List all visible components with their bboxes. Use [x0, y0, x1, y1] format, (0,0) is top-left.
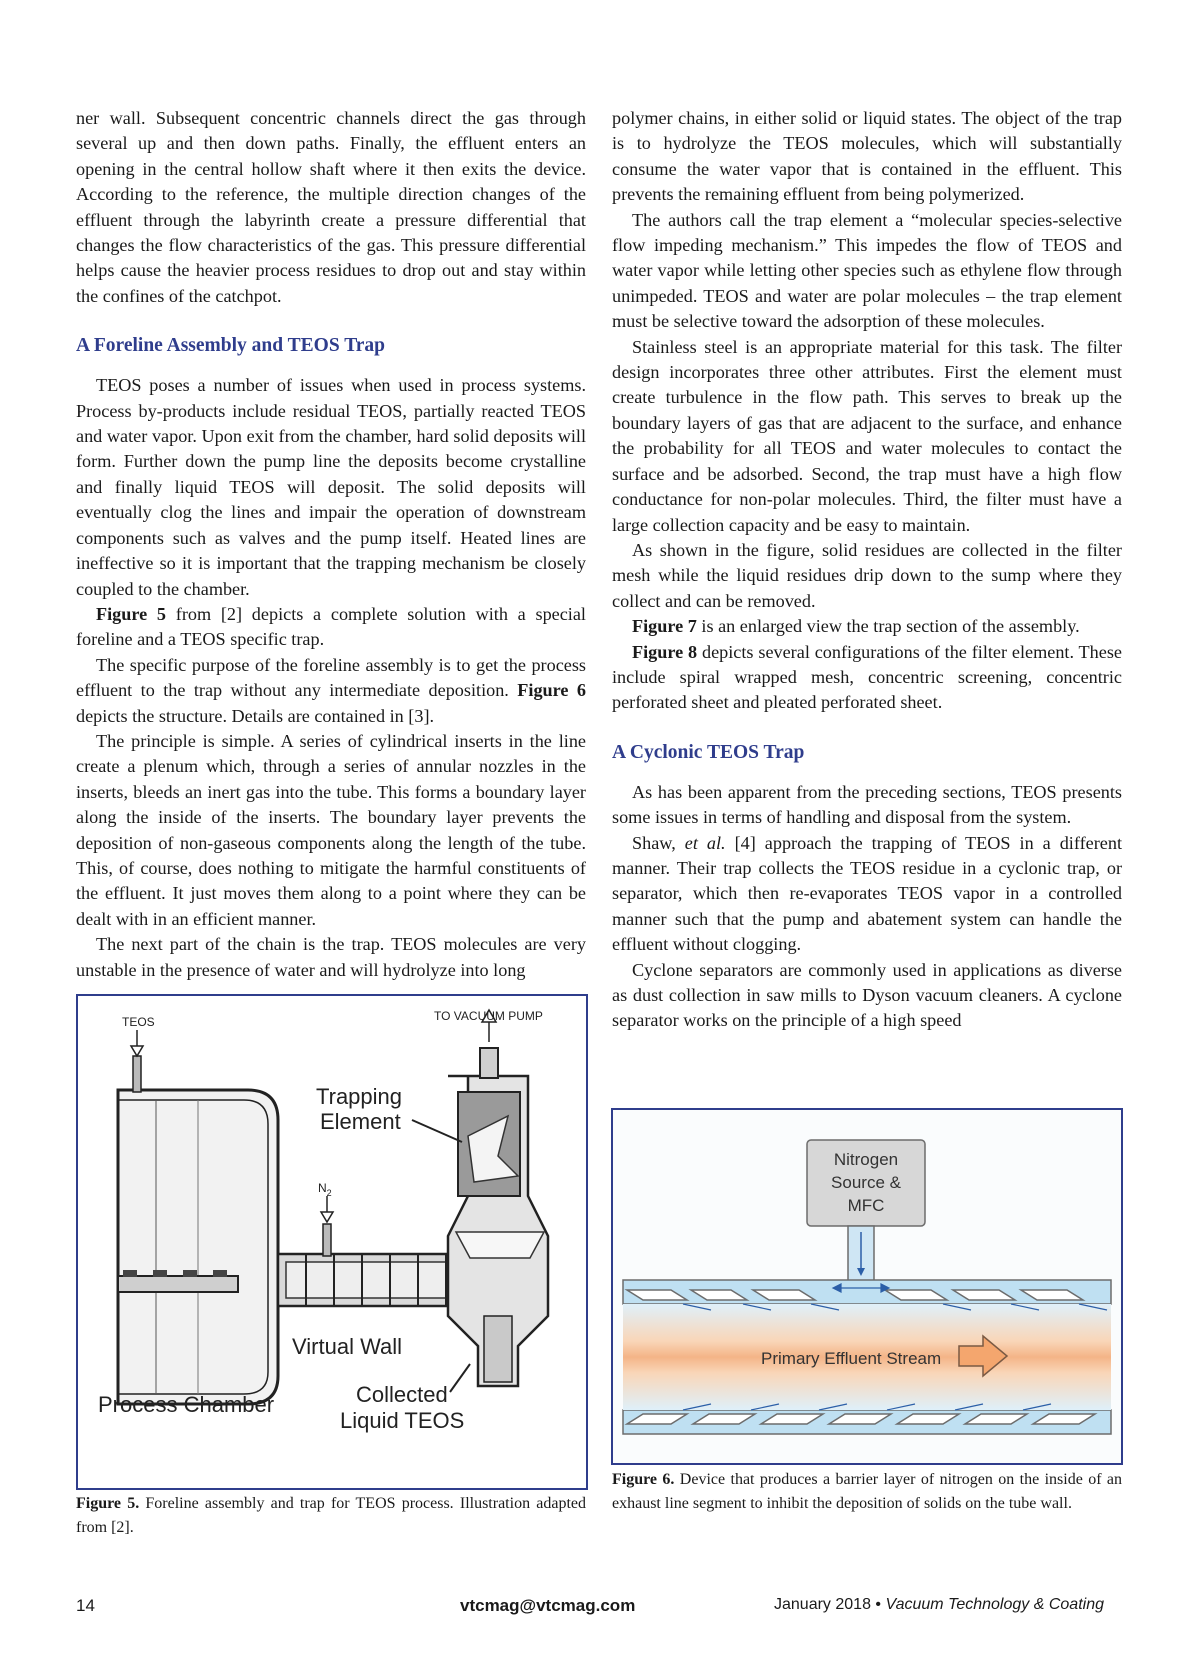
- label-trapping: Trapping: [316, 1084, 403, 1109]
- paragraph-text: Shaw,: [632, 832, 685, 853]
- paragraph-text: from [2] depicts a complete solution with a special foreline and a TEOS specific trap.: [76, 603, 586, 650]
- paragraph: The next part of the chain is the trap. TEOS molecules are very unstable in the presence of water and will hydrolyze into long: [76, 934, 586, 980]
- label-mfc: MFC: [847, 1196, 885, 1215]
- page-number: 14: [76, 1596, 95, 1615]
- figure-reference: Figure 7: [632, 616, 697, 637]
- trapping-element-leader: [412, 1120, 462, 1142]
- figure-reference: Figure 5: [96, 603, 167, 624]
- left-column: [76, 106, 586, 983]
- paragraph: As shown in the figure, solid residues are collected in the filter mesh while the liquid residues drip down to the sump where they collect and can be removed.: [612, 539, 1122, 611]
- paragraph: Stainless steel is an appropriate material for this task. The filter design incorporates three other attributes. First the element must create turbulence in the flow path. This serves to break up the boundary layers of gas that are adjacent to the surface, and enhance the probability for all TEOS and water molecules to contact the surface and be adsorbed. Second, the trap must have a high flow conductance for non-polar molecules. Third, the filter must have a large collection capacity and be easy to maintain.: [612, 336, 1122, 535]
- label-nitrogen: Nitrogen: [833, 1150, 899, 1169]
- n2-inlet-pipe: [323, 1224, 331, 1256]
- paragraph: Cyclone separators are commonly used in applications as diverse as dust collection in saw mills to Dyson vacuum cleaners. A cyclone separator works on the principle of a high speed: [612, 959, 1122, 1031]
- figure-6-caption: [612, 1468, 1122, 1516]
- caption-text: Device that produces a barrier layer of nitrogen on the inside of an exhaust line segment to inhibit the deposition of solids on the tube wall.: [612, 1471, 1123, 1512]
- label-n2: $N_2$: [318, 1181, 332, 1198]
- paragraph-text: depicts the structure. Details are contained in [3].: [76, 705, 435, 726]
- paragraph-text: is an enlarged view the trap section of the assembly.: [696, 616, 1080, 637]
- footer-email: vtcmag@vtcmag.com: [460, 1596, 636, 1615]
- paragraph: [612, 640, 1122, 716]
- footer-publication: Vacuum Technology & Coating: [885, 1596, 1104, 1613]
- footer-date: January 2018: [774, 1596, 871, 1613]
- figure-reference: Figure 8: [632, 641, 698, 662]
- paragraph: [76, 602, 586, 653]
- paragraph: The authors call the trap element a “molecular species-selective flow impeding mechanism.” This impedes the flow of TEOS and water vapor while letting other species such as ethylene flow through unimpeded. TEOS and water are polar molecules – the trap element must be selective toward the adsorption of these molecules.: [612, 209, 1122, 332]
- paragraph: [612, 614, 1122, 639]
- sump: [484, 1316, 512, 1382]
- figure-6: [611, 1108, 1123, 1465]
- paragraph-text-italic: et al.: [684, 832, 726, 853]
- paragraph-text: [4] approach the trapping of TEOS in a different manner. Their trap collects the TEOS residue in a cyclonic trap, or separator, which then re-evaporates TEOS vapor in a controlled manner such that the pump and abatement system can handle the effluent without clogging.: [612, 832, 1122, 955]
- paragraph-text: The specific purpose of the foreline assembly is to get the process effluent to the trap without any intermediate deposition.: [76, 654, 586, 701]
- label-teos: TEOS: [122, 1015, 155, 1029]
- figure-5-illustration: [78, 996, 586, 1488]
- chamber-shelf: [118, 1276, 238, 1292]
- paragraph: ner wall. Subsequent concentric channels direct the gas through several up and then down paths. Finally, the effluent enters an opening in the central hollow shaft where it then exits the device. According to the reference, the multiple direction changes of the effluent through the labyrinth create a pressure differential that changes the flow characteristics of the gas. This pressure differential helps cause the heavier process residues to drop out and stay within the confines of the catchpot.: [76, 108, 586, 306]
- paragraph: As has been apparent from the preceding sections, TEOS presents some issues in terms of handling and disposal from the system.: [612, 781, 1122, 828]
- label-primary-effluent-stream: Primary Effluent Stream: [761, 1349, 942, 1368]
- outlet-pipe: [480, 1048, 498, 1078]
- section-heading: A Foreline Assembly and TEOS Trap: [76, 335, 386, 357]
- figure-5-caption: [76, 1492, 586, 1540]
- paragraph-text: depicts several configurations of the filter element. These include spiral wrapped mesh, concentric screening, concentric perforated sheet and pleated perforated sheet.: [612, 641, 1122, 713]
- paragraph: polymer chains, in either solid or liquid states. The object of the trap is to hydrolyze the TEOS molecules, which will substantially consume the water vapor that is contained in the effluent. This prevents the remaining effluent from being polymerized.: [612, 108, 1122, 205]
- label-source: Source &: [831, 1173, 901, 1192]
- right-column: [612, 106, 1122, 1034]
- figure-reference: Figure 6: [517, 680, 586, 701]
- paragraph: [612, 831, 1122, 958]
- caption-text: Foreline assembly and trap for TEOS process. Illustration adapted from [2].: [76, 1495, 587, 1536]
- label-virtual-wall: Virtual Wall: [292, 1334, 403, 1359]
- label-liquid-teos: Liquid TEOS: [340, 1408, 465, 1433]
- footer-publication-line: [774, 1596, 1104, 1614]
- paragraph: [76, 653, 586, 729]
- caption-label: Figure 5.: [76, 1495, 140, 1512]
- figure-5: [76, 994, 588, 1490]
- figure-6-illustration: [613, 1110, 1121, 1463]
- paragraph: TEOS poses a number of issues when used in process systems. Process by-products include residual TEOS, partially reacted TEOS and water vapor. Upon exit from the chamber, hard solid deposits will form. Further down the pump line the deposits become crystalline and finally liquid TEOS will deposit. The solid deposits will eventually clog the lines and impair the operation of downstream components such as valves and the pump itself. Heated lines are ineffective so it is important that the trapping mechanism be closely coupled to the chamber.: [76, 375, 586, 599]
- label-to-vacuum-pump: TO VACUUM PUMP: [434, 1009, 543, 1023]
- footer-bullet: •: [875, 1596, 882, 1613]
- collected-leader: [450, 1364, 470, 1392]
- teos-inlet-pipe: [133, 1056, 141, 1092]
- section-heading: A Cyclonic TEOS Trap: [612, 741, 805, 763]
- label-element: Element: [320, 1109, 401, 1134]
- paragraph: The principle is simple. A series of cylindrical inserts in the line create a plenum which, through a series of annular nozzles in the inserts, bleeds an inert gas into the tube. This forms a boundary layer along the inside of the inserts. The boundary layer prevents the deposition of non-gaseous components along the length of the tube. This, of course, does nothing to mitigate the harmful constituents of the effluent. It just moves them along to a point where they can be dealt with in an efficient manner.: [76, 730, 586, 929]
- caption-label: Figure 6.: [612, 1471, 675, 1488]
- label-collected: Collected: [356, 1382, 448, 1407]
- label-process-chamber: Process Chamber: [98, 1392, 275, 1417]
